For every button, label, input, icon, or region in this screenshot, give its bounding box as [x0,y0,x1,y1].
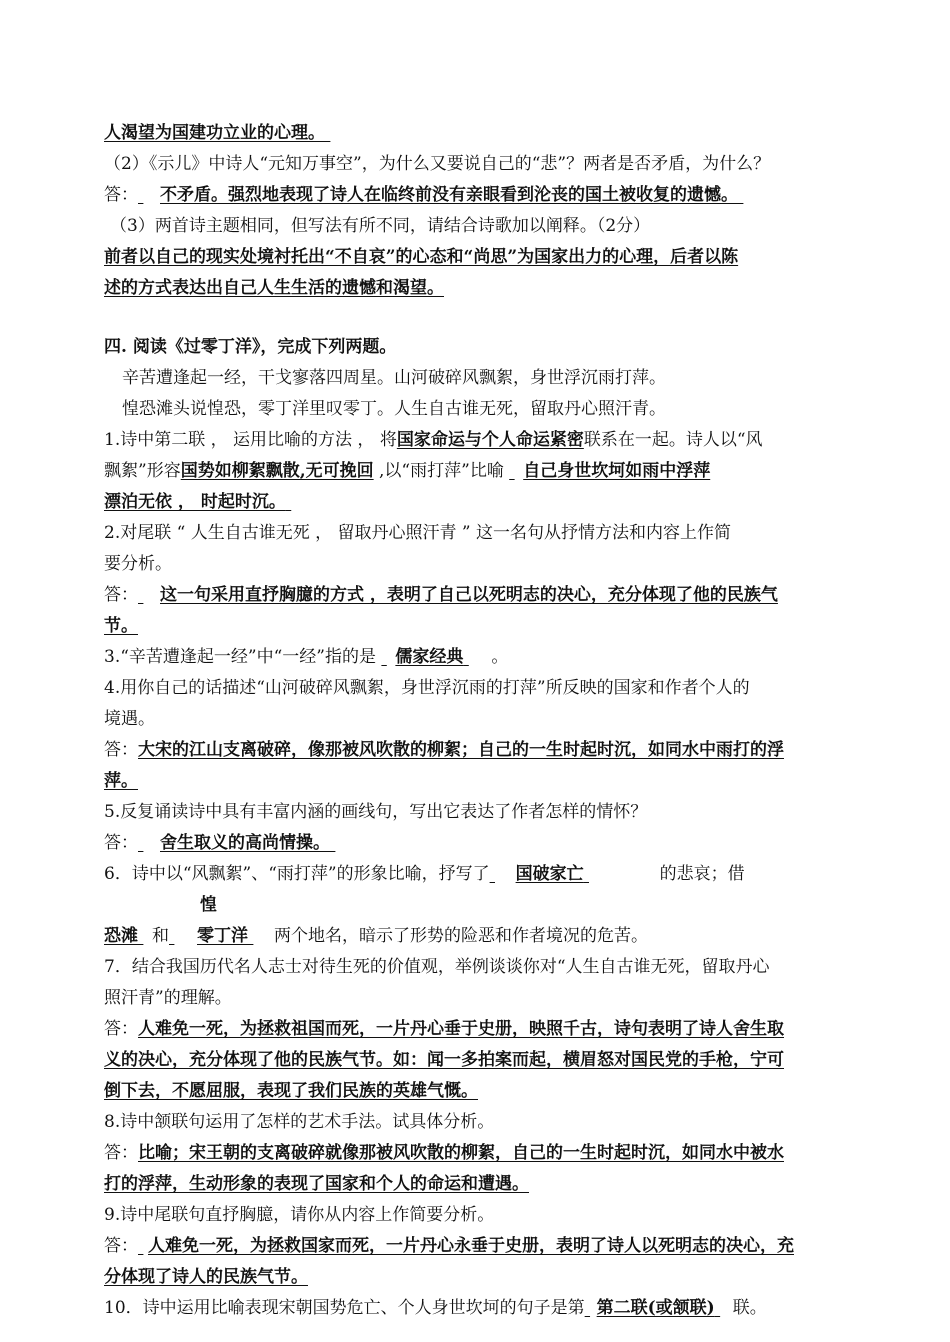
q7-answer-line-3 [104,1076,856,1107]
q9-answer-line-1 [104,1231,856,1262]
answer-blank: 国势如柳絮飘散,无可挽回 [180,461,374,481]
q8-answer-line-2 [104,1169,856,1200]
answer-text: 大宋的江山支离破碎，像那被风吹散的柳絮；自己的一生时起时沉，如同水中雨打的浮 [138,740,784,760]
answer-text: 萍。 [104,771,138,791]
section-4-heading: 四. 阅读《过零丁洋》，完成下列两题。 [104,337,397,357]
answer-prefix: 答： [104,833,138,853]
question-text: 联系在一起。诗人以“风 [583,430,763,450]
q9-answer-line-2 [104,1262,856,1293]
answer-blank: 国家命运与个人命运紧密 [396,430,584,450]
poem-line-1: 辛苦遭逢起一经，干戈寥落四周星。山河破碎风飘絮，身世浮沉雨打萍。 [122,368,666,388]
answer-text: 倒下去，不愿屈服，表现了我们民族的英雄气慨。 [104,1081,478,1101]
answer-prefix: 答： [104,740,138,760]
q1-line-1 [104,425,856,456]
answer-blank: 零丁洋 [197,926,248,946]
answer-text: 不矛盾。强烈地表现了诗人在临终前没有亲眼看到沦丧的国土被收复的遗憾。 [160,185,738,205]
answer-text: 人难免一死，为拯救祖国而死，一片丹心垂于史册，映照千古，诗句表明了诗人舍生取 [138,1019,784,1039]
answer-blank: 第二联(或颔联) [596,1298,715,1318]
q6-line-2 [104,890,856,921]
q4-line-2: 境遇。 [104,709,155,729]
answer-blank: 自己身世坎坷如雨中浮萍 [523,461,711,481]
answer-blank: 惶 [200,895,217,915]
q2-line-1: 2.对尾联 “ 人生自古谁无死 ， 留取丹心照汗青 ” 这一名句从抒情方法和内容上作简 [104,523,732,543]
answer-text: 这一句采用直抒胸臆的方式 ，表明了自己以死明志的决心，充分体现了他的民族气 [160,585,778,605]
q7-line-1: 7．结合我国历代名人志士对待生死的价值观，举例谈谈你对“人生自古谁无死，留取丹心 [104,957,770,977]
question-text: 飘絮”形容 [104,461,181,481]
q8-answer-line-1 [104,1138,856,1169]
q4-answer-line-1 [104,735,856,766]
q4-line-1: 4.用你自己的话描述“山河破碎风飘絮，身世浮沉雨的打萍”所反映的国家和作者个人的 [104,678,750,698]
answer-text: 分体现了诗人的民族气节。 [104,1267,308,1287]
q10-line [104,1293,856,1324]
answer-blank: 儒家经典 [395,647,464,667]
q1-line-3 [104,487,856,518]
answer-prefix: 答： [104,1236,138,1256]
poem-line-2: 惶恐滩头说惶恐，零丁洋里叹零丁。人生自古谁无死，留取丹心照汗青。 [122,399,666,419]
answer-blank: 国破家亡 [515,864,584,884]
q7-line-2: 照汗青”的理解。 [104,988,232,1008]
q3-answer-line-1 [104,242,856,273]
answer-prefix: 答： [104,185,138,205]
question-text: ,以“雨打萍”比喻 [373,461,510,481]
answer-prefix: 答： [104,1143,138,1163]
q1-line-2 [104,456,856,487]
answer-text: 义的决心，充分体现了他的民族气节。如：闻一多拍案而起，横眉怒对国民党的手枪，宁可 [104,1050,784,1070]
q3-prev-answer-end [104,118,856,149]
q9-question: 9.诗中尾联句直抒胸臆，请你从内容上作简要分析。 [104,1205,495,1225]
q8-question: 8.诗中颔联句运用了怎样的艺术手法。试具体分析。 [104,1112,495,1132]
q2-line-2: 要分析。 [104,554,172,574]
q3-question: （3）两首诗主题相同，但写法有所不同，请结合诗歌加以阐释。（2分） [110,216,651,236]
question-text: 1.诗中第二联 ， 运用比喻的方法 ， 将 [104,430,397,450]
q3-answer-line-2 [104,273,856,304]
q2-question: （2）《示儿》中诗人“元知万事空”，为什么又要说自己的“悲”？两者是否矛盾，为什么？ [104,154,771,174]
answer-text: 打的浮萍，生动形象的表现了国家和个人的命运和遭遇。 [104,1174,529,1194]
question-text: 联。 [732,1298,767,1318]
answer-text: 前者以自己的现实处境衬托出“不自哀”的心态和“尚思”为国家出力的心理，后者以陈 [104,247,739,267]
q7-answer-line-1 [104,1014,856,1045]
question-text: 的悲哀；借 [659,864,745,884]
answer-text: 节。 [104,616,138,636]
q5-question: 5.反复诵读诗中具有丰富内涵的画线句，写出它表达了作者怎样的情怀？ [104,802,648,822]
q7-answer-line-2 [104,1045,856,1076]
q4-answer-line-2 [104,766,856,797]
question-text: 两个地名，暗示了形势的险恶和作者境况的危苦。 [274,926,648,946]
answer-prefix: 答： [104,1019,138,1039]
answer-text: 述的方式表达出自己人生生活的遗憾和渴望。 [104,278,444,298]
q2-answer [104,180,856,211]
q6-line-1 [104,859,856,890]
question-text: 6．诗中以“风飘絮”、“雨打萍”的形象比喻，抒写了 [104,864,490,884]
document-page [104,118,856,1324]
answer-text: 比喻；宋王朝的支离破碎就像那被风吹散的柳絮，自己的一生时起时沉，如同水中被水 [138,1143,784,1163]
answer-text: 人渴望为国建功立业的心理。 [104,123,325,143]
answer-blank: 漂泊无依 ， 时起时沉。 [104,492,286,512]
question-text: 10．诗中运用比喻表现宋朝国势危亡、个人身世坎坷的句子是第 [104,1298,585,1318]
answer-text: 人难免一死，为拯救国家而死，一片丹心永垂于史册，表明了诗人以死明志的决心，充 [148,1236,794,1256]
q5-answer [104,828,856,859]
q2-answer-line-1 [104,580,856,611]
question-text: 。 [491,647,509,667]
answer-prefix: 答： [104,585,138,605]
q3-line [104,642,856,673]
question-text: 和 [152,926,169,946]
q6-line-3 [104,921,856,952]
answer-blank: 恐滩 [104,926,138,946]
q2-answer-line-2 [104,611,856,642]
answer-text: 舍生取义的高尚情操。 [160,833,330,853]
question-text: 3.“辛苦遭逢起一经”中“一经”指的是 [104,647,382,667]
